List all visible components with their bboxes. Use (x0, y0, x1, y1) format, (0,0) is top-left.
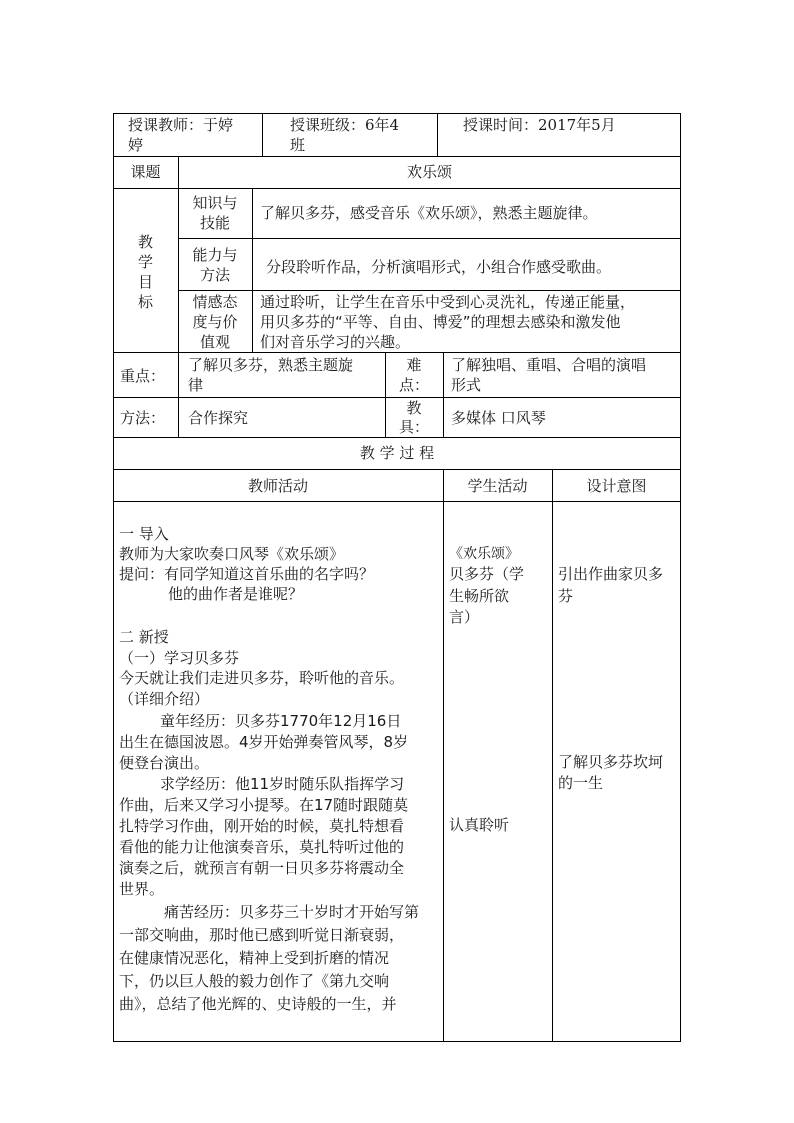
teacher-line: 今天就让我们走进贝多芬，聆听他的音乐。 (119, 669, 405, 687)
rule-header-col1 (262, 113, 263, 156)
rule-header-bottom (113, 156, 681, 157)
design-line: 引出作曲家贝多 (558, 565, 664, 583)
knowledge-text: 了解贝多芬，感受音乐《欢乐颂》，熟悉主题旋律。 (260, 204, 598, 222)
lesson-time: 授课时间：2017年5月 (463, 116, 616, 134)
emotion-label-3: 值观 (199, 333, 230, 351)
teacher-line: 教师为大家吹奏口风琴《欢乐颂》 (119, 545, 345, 563)
class-line2: 班 (290, 136, 306, 154)
rule-process-col1 (443, 469, 444, 1042)
teacher-line: 演奏之后，就预言有朝一日贝多芬将震动全 (119, 859, 405, 877)
emotion-text-line1: 通过聆听，让学生在音乐中受到心灵洗礼，传递正能量， (260, 293, 636, 311)
focus-label: 重点： (120, 367, 166, 385)
teacher-line: 提问：有同学知道这首乐曲的名字吗？ (119, 565, 375, 583)
rule-method-bottom (113, 437, 681, 438)
emotion-label-2: 度与价 (192, 313, 238, 331)
knowledge-label-1: 知识与 (192, 194, 238, 212)
rule-goals-bottom (113, 352, 681, 353)
student-line: 认真聆听 (449, 816, 510, 834)
method-value: 合作探究 (188, 409, 249, 427)
teacher-line: 他的曲作者是谁呢？ (168, 585, 304, 603)
rule-process-col2 (552, 469, 553, 1042)
difficulty-label-2: 点： (398, 376, 429, 394)
rule-process-bottom (113, 469, 681, 470)
teacher-line: （一）学习贝多芬 (119, 649, 240, 667)
teacher-line: 一 导入 (119, 525, 169, 543)
teacher-line: 世界。 (119, 880, 165, 898)
rule-sublabel-col (252, 188, 253, 352)
tools-label-2: 具： (398, 418, 429, 436)
rule-focus-col3 (443, 352, 444, 437)
teacher-line: 出生在德国波恩。4岁开始弹奏管风琴，8岁 (119, 733, 409, 751)
class-line1: 授课班级：6年4 (290, 116, 400, 134)
teacher-line: 看他的能力让他演奏音乐，莫扎特听过他的 (119, 838, 405, 856)
goals-label-char-1: 教 (137, 233, 153, 251)
teacher-line: 在健康情况恶化，精神上受到折磨的情况 (119, 949, 390, 967)
rule-topic-bottom (113, 188, 681, 189)
rule-header-col2 (437, 113, 438, 156)
teacher-line: 童年经历：贝多芬1770年12月16日 (160, 712, 402, 730)
student-line: 言） (449, 608, 480, 626)
student-line: 《欢乐颂》 (449, 546, 519, 562)
design-line: 芬 (558, 587, 574, 605)
rule-knowledge-bottom (178, 238, 681, 239)
ability-label-1: 能力与 (192, 246, 238, 264)
student-line: 贝多芬（学 (449, 565, 525, 583)
goals-label-char-4: 标 (137, 293, 153, 311)
goals-label-char-3: 目 (137, 273, 153, 291)
teacher-line: （详细介绍） (119, 690, 210, 708)
teacher-line: 扎特学习作曲，刚开始的时候，莫扎特想看 (119, 817, 405, 835)
teacher-line: 痛苦经历：贝多芬三十岁时才开始写第 (164, 903, 420, 921)
emotion-text-line2: 用贝多芬的“平等、自由、博爱”的理想去感染和激发他 (260, 313, 621, 331)
goals-label-char-2: 学 (137, 253, 153, 271)
method-label: 方法： (120, 409, 166, 427)
teacher-name-line1: 授课教师：于婷 (128, 116, 234, 134)
ability-text: 分段聆听作品，分析演唱形式，小组合作感受歌曲。 (266, 258, 612, 276)
difficulty-text-line2: 形式 (451, 376, 482, 394)
difficulty-label-1: 难 (406, 356, 422, 374)
column-student-activity: 学生活动 (467, 477, 528, 495)
teacher-name-line2: 婷 (128, 136, 144, 154)
teacher-line: 作曲，后来又学习小提琴。在17随时跟随莫 (119, 796, 409, 814)
column-design-intent: 设计意图 (586, 477, 647, 495)
teacher-line: 曲》，总结了他光辉的、史诗般的一生，并 (119, 995, 397, 1013)
teacher-line: 一部交响曲，那时他已感到听觉日渐衰弱， (119, 926, 405, 944)
process-title: 教 学 过 程 (359, 444, 435, 462)
design-line: 的一生 (558, 774, 604, 792)
teacher-line: 下，仍以巨人般的毅力创作了《第九交响 (119, 972, 390, 990)
knowledge-label-2: 技能 (199, 214, 230, 232)
emotion-text-line3: 们对音乐学习的兴趣。 (260, 333, 411, 351)
topic-value: 欢乐颂 (406, 163, 452, 181)
design-line: 了解贝多芬坎坷 (558, 753, 664, 771)
difficulty-text-line1: 了解独唱、重唱、合唱的演唱 (451, 356, 647, 374)
teacher-line: 二 新授 (119, 628, 169, 646)
rule-ability-bottom (178, 290, 681, 291)
teacher-line: 求学经历：他11岁时随乐队指挥学习 (160, 775, 405, 793)
emotion-label-1: 情感态 (192, 293, 238, 311)
tools-value: 多媒体 口风琴 (451, 409, 546, 427)
focus-text-line1: 了解贝多芬，熟悉主题旋 (188, 356, 354, 374)
focus-text-line2: 律 (188, 376, 204, 394)
student-line: 生畅所欲 (449, 587, 510, 605)
ability-label-2: 方法 (199, 266, 230, 284)
rule-focus-col1 (178, 352, 179, 437)
tools-label-1: 教 (406, 399, 422, 417)
column-teacher-activity: 教师活动 (247, 477, 308, 495)
rule-columns-bottom (113, 501, 681, 502)
teacher-line: 便登台演出。 (119, 754, 210, 772)
topic-label: 课题 (130, 163, 161, 181)
